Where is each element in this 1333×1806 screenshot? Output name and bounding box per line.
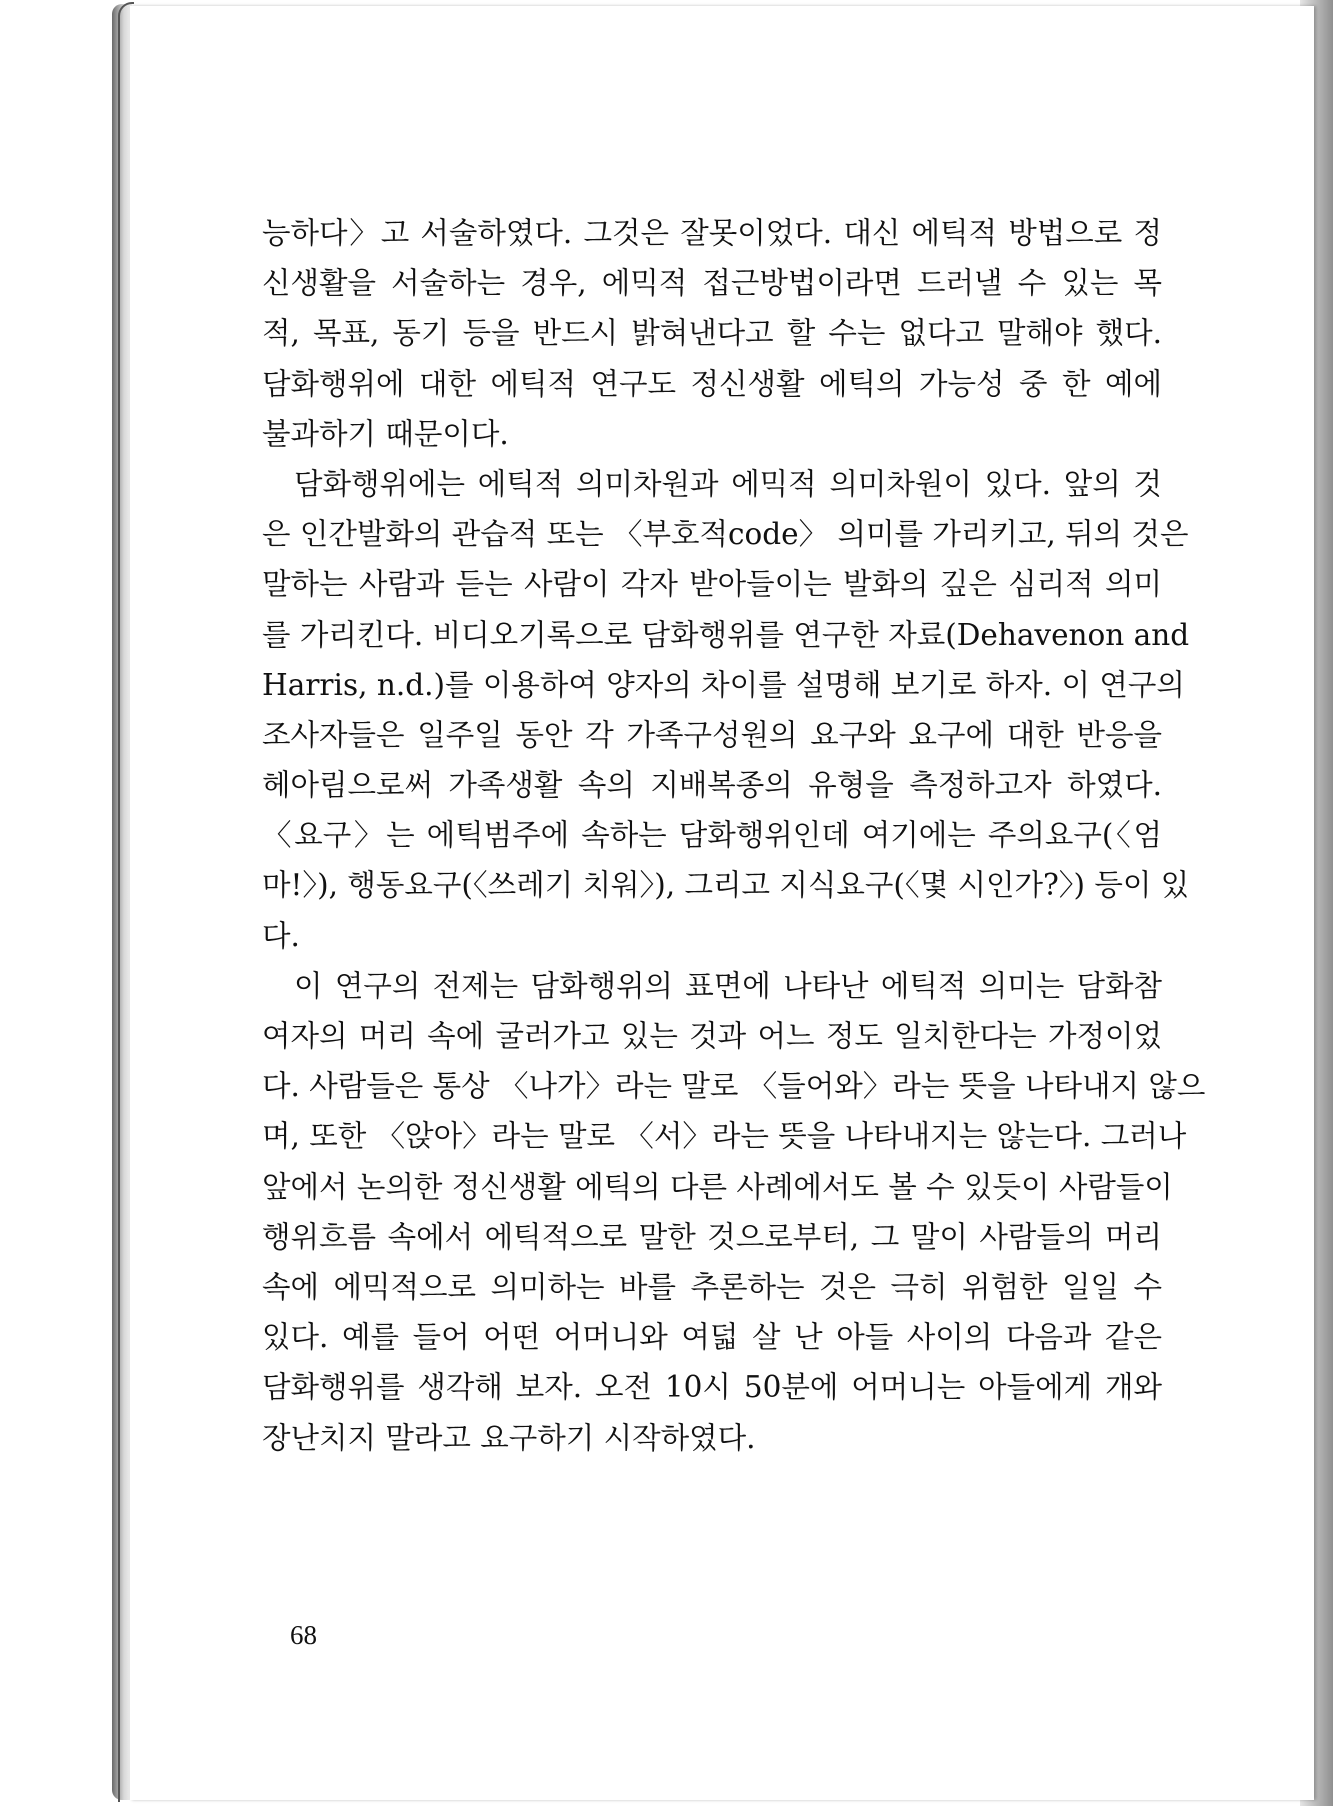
text-line: 이 연구의 전제는 담화행위의 표면에 나타난 에틱적 의미는 담화참: [294, 968, 1162, 1003]
text-line: 적, 목표, 동기 등을 반드시 밝혀낸다고 할 수는 없다고 말해야 했다.: [262, 316, 1162, 351]
text-line: 행위흐름 속에서 에틱적으로 말한 것으로부터, 그 말이 사람들의 머리: [262, 1219, 1162, 1254]
text-line: 다.: [262, 918, 300, 953]
text-line: 속에 에믹적으로 의미하는 바를 추론하는 것은 극히 위험한 일일 수: [262, 1269, 1162, 1304]
text-line: 조사자들은 일주일 동안 각 가족구성원의 요구와 요구에 대한 반응을: [262, 717, 1162, 752]
text-line: 능하다〉고 서술하였다. 그것은 잘못이었다. 대신 에틱적 방법으로 정: [262, 216, 1162, 250]
text-line: 장난치지 말라고 요구하기 시작하였다.: [262, 1420, 756, 1455]
text-line: 를 가리킨다. 비디오기록으로 담화행위를 연구한 자료(Dehavenon and: [262, 617, 1190, 652]
book-page-border: [118, 2, 134, 1802]
paragraph-2: [262, 459, 1190, 961]
text-line: 마!〉), 행동요구(〈쓰레기 치워〉), 그리고 지식요구(〈몇 시인가?〉) 등이 있: [262, 868, 1190, 903]
text-line: 신생활을 서술하는 경우, 에믹적 접근방법이라면 드러낼 수 있는 목: [262, 266, 1162, 301]
text-line: 〈요구〉는 에틱범주에 속하는 담화행위인데 여기에는 주의요구(〈엄: [262, 818, 1162, 853]
text-line: 여자의 머리 속에 굴러가고 있는 것과 어느 정도 일치한다는 가정이었: [262, 1019, 1162, 1053]
text-line: 말하는 사람과 듣는 사람이 각자 받아들이는 발화의 깊은 심리적 의미: [262, 567, 1162, 602]
text-line: 담화행위에 대한 에틱적 연구도 정신생활 에틱의 가능성 중 한 예에: [262, 366, 1162, 401]
text-line: 불과하기 때문이다.: [262, 416, 509, 451]
text-line: 담화행위를 생각해 보자. 오전 10시 50분에 어머니는 아들에게 개와: [262, 1370, 1162, 1405]
text-line: 담화행위에는 에틱적 의미차원과 에믹적 의미차원이 있다. 앞의 것: [294, 466, 1162, 501]
body-text: [262, 208, 1206, 1463]
text-line: Harris, n.d.)를 이용하여 양자의 차이를 설명해 보기로 하자. 이 연구의: [262, 667, 1185, 702]
text-line: 앞에서 논의한 정신생활 에틱의 다른 사례에서도 볼 수 있듯이 사람들이: [262, 1169, 1173, 1204]
text-line: 다. 사람들은 통상 〈나가〉라는 말로 〈들어와〉라는 뜻을 나타내지 않으: [262, 1069, 1206, 1104]
text-line: 있다. 예를 들어 어떤 어머니와 여덟 살 난 아들 사이의 다음과 같은: [262, 1320, 1162, 1355]
text-line: 헤아림으로써 가족생활 속의 지배복종의 유형을 측정하고자 하였다.: [262, 768, 1162, 803]
paragraph-1: [262, 208, 1162, 459]
text-line: 은 인간발화의 관습적 또는 〈부호적code〉 의미를 가리키고, 뒤의 것은: [262, 517, 1189, 552]
page-number: 68: [290, 1620, 317, 1650]
text-line: 며, 또한 〈앉아〉라는 말로 〈서〉라는 뜻을 나타내지는 않는다. 그러나: [262, 1119, 1187, 1154]
paragraph-3: [262, 961, 1206, 1463]
